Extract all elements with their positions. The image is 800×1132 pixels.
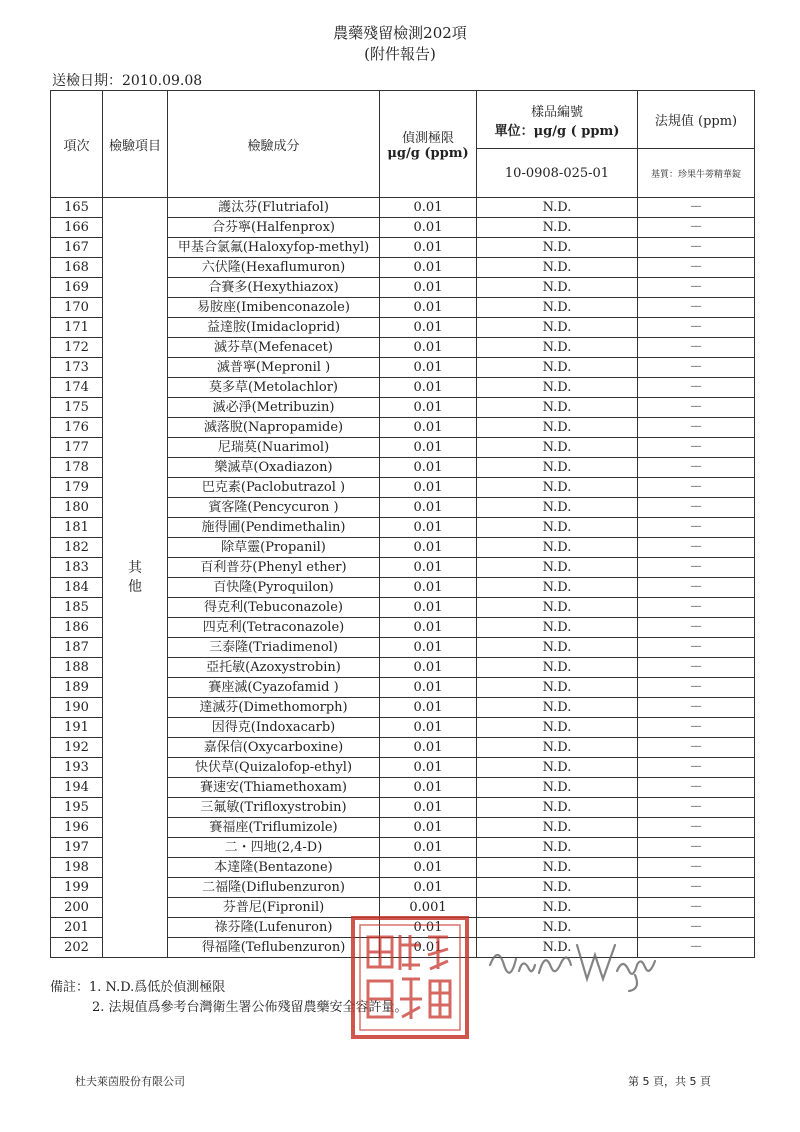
regulation-value: －: [638, 398, 755, 418]
component-name: 二福隆(Diflubenzuron): [168, 878, 380, 898]
row-number: 173: [51, 358, 103, 378]
row-number: 196: [51, 818, 103, 838]
sample-result: N.D.: [477, 218, 638, 238]
row-number: 167: [51, 238, 103, 258]
detection-limit: 0.01: [380, 238, 477, 258]
detection-limit: 0.01: [380, 478, 477, 498]
regulation-value: －: [638, 878, 755, 898]
row-number: 172: [51, 338, 103, 358]
sample-result: N.D.: [477, 518, 638, 538]
regulation-value: －: [638, 678, 755, 698]
sample-result: N.D.: [477, 318, 638, 338]
regulation-value: －: [638, 538, 755, 558]
sample-matrix: 基質：珍果牛蒡精華錠: [638, 149, 755, 198]
header-sample: [477, 91, 638, 149]
header-limit: [380, 91, 477, 198]
sample-result: N.D.: [477, 278, 638, 298]
header-no: 項次: [51, 91, 103, 198]
row-number: 190: [51, 698, 103, 718]
row-number: 176: [51, 418, 103, 438]
component-name: 施得圃(Pendimethalin): [168, 518, 380, 538]
component-name: 巴克素(Paclobutrazol ): [168, 478, 380, 498]
regulation-value: －: [638, 578, 755, 598]
component-name: 亞托敏(Azoxystrobin): [168, 658, 380, 678]
component-name: 三氟敏(Trifloxystrobin): [168, 798, 380, 818]
regulation-value: －: [638, 458, 755, 478]
component-name: 滅落脫(Napropamide): [168, 418, 380, 438]
row-number: 168: [51, 258, 103, 278]
detection-limit: 0.01: [380, 818, 477, 838]
sample-result: N.D.: [477, 398, 638, 418]
detection-limit: 0.01: [380, 638, 477, 658]
detection-limit: 0.01: [380, 438, 477, 458]
header-item: 檢驗項目: [103, 91, 168, 198]
regulation-value: －: [638, 938, 755, 958]
sample-result: N.D.: [477, 478, 638, 498]
component-name: 六伏隆(Hexaflumuron): [168, 258, 380, 278]
row-number: 180: [51, 498, 103, 518]
regulation-value: －: [638, 758, 755, 778]
regulation-value: －: [638, 658, 755, 678]
regulation-value: －: [638, 518, 755, 538]
component-name: 益達胺(Imidacloprid): [168, 318, 380, 338]
table-row: [51, 198, 755, 218]
sample-result: N.D.: [477, 538, 638, 558]
header-limit-unit: μg/g (ppm): [387, 146, 469, 161]
component-name: 除草靈(Propanil): [168, 538, 380, 558]
regulation-value: －: [638, 418, 755, 438]
regulation-value: －: [638, 598, 755, 618]
component-name: 快伏草(Quizalofop-ethyl): [168, 758, 380, 778]
detection-limit: 0.01: [380, 618, 477, 638]
sample-result: N.D.: [477, 618, 638, 638]
component-name: 滅普寧(Mepronil ): [168, 358, 380, 378]
component-name: 本達隆(Bentazone): [168, 858, 380, 878]
row-number: 165: [51, 198, 103, 218]
regulation-value: －: [638, 798, 755, 818]
regulation-value: －: [638, 858, 755, 878]
row-number: 181: [51, 518, 103, 538]
regulation-value: －: [638, 338, 755, 358]
sample-result: N.D.: [477, 898, 638, 918]
regulation-value: －: [638, 258, 755, 278]
sample-result: N.D.: [477, 578, 638, 598]
submission-date: 送檢日期：2010.09.08: [52, 73, 203, 89]
regulation-value: －: [638, 298, 755, 318]
category-cell: [103, 198, 168, 958]
detection-limit: 0.01: [380, 538, 477, 558]
sample-result: N.D.: [477, 878, 638, 898]
regulation-value: －: [638, 698, 755, 718]
results-table: [50, 90, 755, 958]
detection-limit: 0.01: [380, 198, 477, 218]
sample-result: N.D.: [477, 258, 638, 278]
row-number: 179: [51, 478, 103, 498]
row-number: 169: [51, 278, 103, 298]
regulation-value: －: [638, 478, 755, 498]
regulation-value: －: [638, 618, 755, 638]
regulation-value: －: [638, 918, 755, 938]
row-number: 166: [51, 218, 103, 238]
detection-limit: 0.01: [380, 378, 477, 398]
sample-result: N.D.: [477, 198, 638, 218]
row-number: 191: [51, 718, 103, 738]
sample-id: 10-0908-025-01: [477, 149, 638, 198]
component-name: 樂滅草(Oxadiazon): [168, 458, 380, 478]
component-name: 合賽多(Hexythiazox): [168, 278, 380, 298]
header-component: 檢驗成分: [168, 91, 380, 198]
row-number: 174: [51, 378, 103, 398]
component-name: 尼瑞莫(Nuarimol): [168, 438, 380, 458]
header-sample-unit: 單位：μg/g ( ppm): [494, 123, 620, 139]
detection-limit: 0.01: [380, 738, 477, 758]
regulation-value: －: [638, 378, 755, 398]
sample-result: N.D.: [477, 638, 638, 658]
detection-limit: 0.01: [380, 578, 477, 598]
row-number: 197: [51, 838, 103, 858]
row-number: 202: [51, 938, 103, 958]
regulation-value: －: [638, 778, 755, 798]
component-name: 合芬寧(Halfenprox): [168, 218, 380, 238]
sample-result: N.D.: [477, 458, 638, 478]
row-number: 193: [51, 758, 103, 778]
sample-result: N.D.: [477, 338, 638, 358]
component-name: 三泰隆(Triadimenol): [168, 638, 380, 658]
sample-result: N.D.: [477, 678, 638, 698]
component-name: 達滅芬(Dimethomorph): [168, 698, 380, 718]
handwritten-signature: [485, 935, 665, 995]
sample-result: N.D.: [477, 598, 638, 618]
regulation-value: －: [638, 898, 755, 918]
component-name: 易胺座(Imibenconazole): [168, 298, 380, 318]
sample-result: N.D.: [477, 378, 638, 398]
row-number: 195: [51, 798, 103, 818]
header-limit-label: 偵測極限: [401, 131, 454, 146]
row-number: 185: [51, 598, 103, 618]
row-number: 194: [51, 778, 103, 798]
row-number: 198: [51, 858, 103, 878]
component-name: 得克利(Tebuconazole): [168, 598, 380, 618]
category-label: 他: [128, 578, 142, 595]
regulation-value: －: [638, 738, 755, 758]
page-subtitle: (附件報告): [364, 45, 436, 63]
row-number: 175: [51, 398, 103, 418]
header-sample-label: 樣品編號: [530, 104, 583, 120]
detection-limit: 0.01: [380, 758, 477, 778]
regulation-value: －: [638, 218, 755, 238]
sample-result: N.D.: [477, 238, 638, 258]
detection-limit: 0.01: [380, 458, 477, 478]
sample-result: N.D.: [477, 818, 638, 838]
note-1: 備註：1. N.D.爲低於偵測極限: [50, 980, 226, 995]
row-number: 200: [51, 898, 103, 918]
regulation-value: －: [638, 838, 755, 858]
sample-result: N.D.: [477, 718, 638, 738]
detection-limit: 0.01: [380, 858, 477, 878]
component-name: 百快隆(Pyroquilon): [168, 578, 380, 598]
detection-limit: 0.01: [380, 498, 477, 518]
detection-limit: 0.01: [380, 878, 477, 898]
detection-limit: 0.01: [380, 278, 477, 298]
sample-result: N.D.: [477, 298, 638, 318]
detection-limit: 0.01: [380, 658, 477, 678]
row-number: 182: [51, 538, 103, 558]
detection-limit: 0.01: [380, 518, 477, 538]
component-name: 滅芬草(Mefenacet): [168, 338, 380, 358]
component-name: 祿芬隆(Lufenuron): [168, 918, 380, 938]
row-number: 192: [51, 738, 103, 758]
component-name: 滅必淨(Metribuzin): [168, 398, 380, 418]
row-number: 183: [51, 558, 103, 578]
component-name: 賽座滅(Cyazofamid ): [168, 678, 380, 698]
component-name: 嘉保信(Oxycarboxine): [168, 738, 380, 758]
detection-limit: 0.01: [380, 318, 477, 338]
regulation-value: －: [638, 278, 755, 298]
regulation-value: －: [638, 358, 755, 378]
component-name: 四克利(Tetraconazole): [168, 618, 380, 638]
row-number: 184: [51, 578, 103, 598]
company-seal-stamp: [350, 915, 470, 1040]
sample-result: N.D.: [477, 358, 638, 378]
sample-result: N.D.: [477, 558, 638, 578]
detection-limit: 0.001: [380, 898, 477, 918]
component-name: 得福隆(Teflubenzuron): [168, 938, 380, 958]
sample-result: N.D.: [477, 858, 638, 878]
component-name: 賓客隆(Pencycuron ): [168, 498, 380, 518]
sample-result: N.D.: [477, 438, 638, 458]
detection-limit: 0.01: [380, 778, 477, 798]
sample-result: N.D.: [477, 798, 638, 818]
component-name: 賽福座(Triflumizole): [168, 818, 380, 838]
component-name: 賽速安(Thiamethoxam): [168, 778, 380, 798]
row-number: 188: [51, 658, 103, 678]
detection-limit: 0.01: [380, 598, 477, 618]
row-number: 170: [51, 298, 103, 318]
row-number: 199: [51, 878, 103, 898]
detection-limit: 0.01: [380, 218, 477, 238]
row-number: 171: [51, 318, 103, 338]
note-2: 2. 法規值爲參考台灣衛生署公佈殘留農藥安全容許量。: [92, 1000, 408, 1015]
sample-result: N.D.: [477, 498, 638, 518]
regulation-value: －: [638, 238, 755, 258]
header-regulation: 法規值 (ppm): [638, 91, 755, 149]
component-name: 因得克(Indoxacarb): [168, 718, 380, 738]
footer-company: 杜夫萊茵股份有限公司: [75, 1075, 185, 1088]
detection-limit: 0.01: [380, 698, 477, 718]
sample-result: N.D.: [477, 738, 638, 758]
component-name: 護汰芬(Flutriafol): [168, 198, 380, 218]
detection-limit: 0.01: [380, 358, 477, 378]
row-number: 186: [51, 618, 103, 638]
detection-limit: 0.01: [380, 838, 477, 858]
sample-result: N.D.: [477, 698, 638, 718]
sample-result: N.D.: [477, 418, 638, 438]
detection-limit: 0.01: [380, 258, 477, 278]
sample-result: N.D.: [477, 758, 638, 778]
row-number: 189: [51, 678, 103, 698]
footer-page-number: 第 5 頁，共 5 頁: [628, 1075, 711, 1088]
page-title: 農藥殘留檢測202項: [333, 24, 467, 42]
component-name: 芬普尼(Fipronil): [168, 898, 380, 918]
row-number: 178: [51, 458, 103, 478]
sample-result: N.D.: [477, 838, 638, 858]
detection-limit: 0.01: [380, 918, 477, 938]
row-number: 201: [51, 918, 103, 938]
regulation-value: －: [638, 318, 755, 338]
detection-limit: 0.01: [380, 298, 477, 318]
detection-limit: 0.01: [380, 798, 477, 818]
detection-limit: 0.01: [380, 678, 477, 698]
sample-result: N.D.: [477, 938, 638, 958]
sample-result: N.D.: [477, 778, 638, 798]
component-name: 二・四地(2,4-D): [168, 838, 380, 858]
component-name: 莫多草(Metolachlor): [168, 378, 380, 398]
regulation-value: －: [638, 438, 755, 458]
component-name: 百利普芬(Phenyl ether): [168, 558, 380, 578]
regulation-value: －: [638, 638, 755, 658]
row-number: 187: [51, 638, 103, 658]
category-label: 其: [128, 559, 142, 576]
regulation-value: －: [638, 558, 755, 578]
detection-limit: 0.01: [380, 398, 477, 418]
sample-result: N.D.: [477, 658, 638, 678]
sample-result: N.D.: [477, 918, 638, 938]
regulation-value: －: [638, 718, 755, 738]
detection-limit: 0.01: [380, 938, 477, 958]
detection-limit: 0.01: [380, 418, 477, 438]
regulation-value: －: [638, 498, 755, 518]
regulation-value: －: [638, 818, 755, 838]
detection-limit: 0.01: [380, 338, 477, 358]
detection-limit: 0.01: [380, 718, 477, 738]
regulation-value: －: [638, 198, 755, 218]
detection-limit: 0.01: [380, 558, 477, 578]
component-name: 甲基合氯氟(Haloxyfop-methyl): [168, 238, 380, 258]
row-number: 177: [51, 438, 103, 458]
